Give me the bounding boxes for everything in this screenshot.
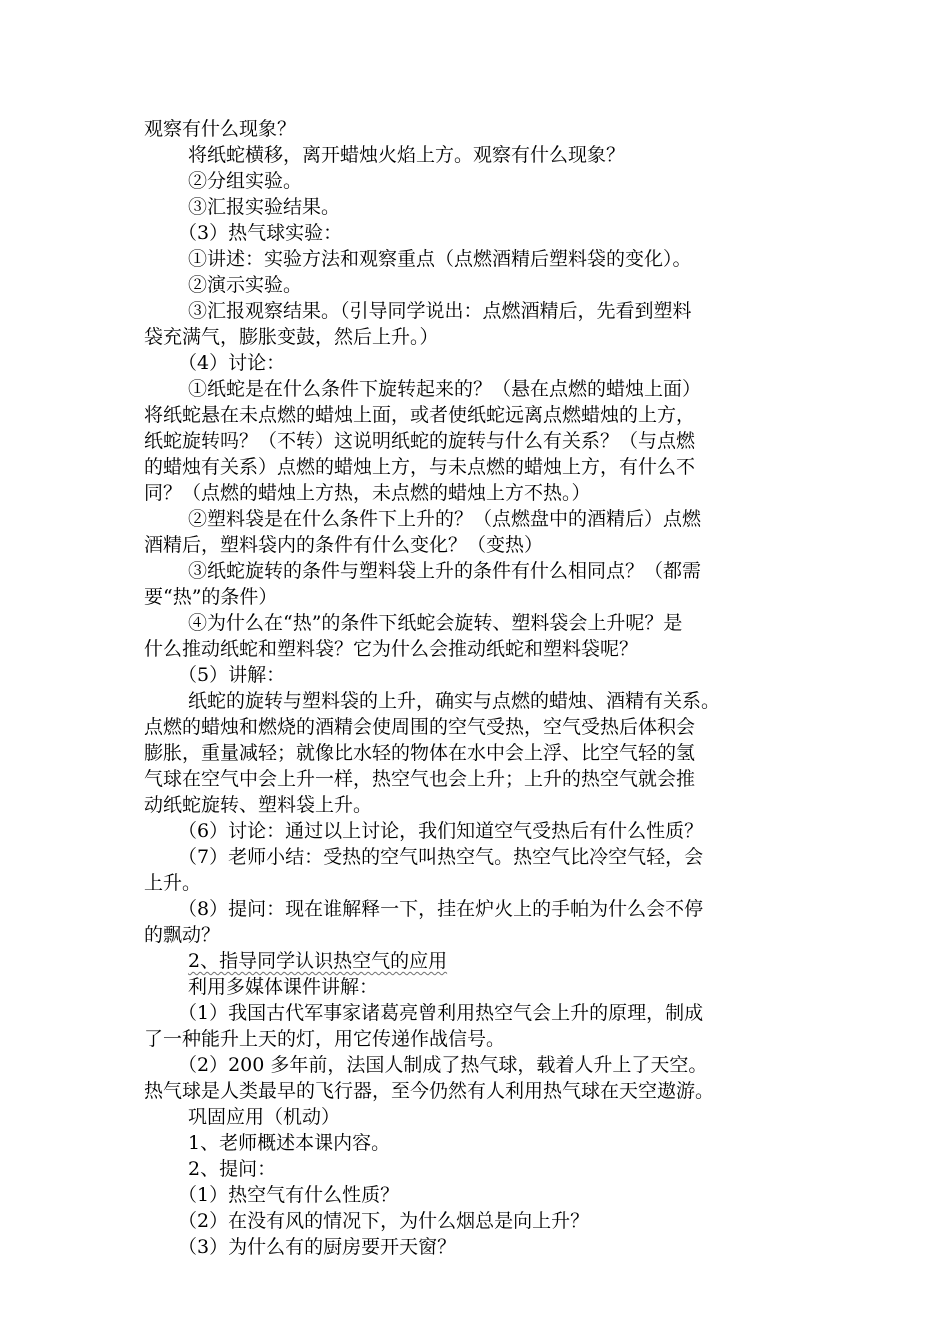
line-text: 将纸蛇横移，离开蜡烛火焰上方。观察有什么现象？ xyxy=(188,144,626,166)
line-text: （1）我国古代军事家诸葛亮曾利用热空气会上升的原理，制成 xyxy=(178,1002,704,1024)
line-text: 2、提问： xyxy=(188,1158,277,1180)
line-text: （8）提问：现在谁解释一下，挂在炉火上的手帕为什么会不停 xyxy=(178,898,704,920)
text-line xyxy=(144,610,820,636)
line-text: 酒精后，塑料袋内的条件有什么变化？（变热） xyxy=(144,534,544,556)
line-text: 将纸蛇悬在未点燃的蜡烛上面，或者使纸蛇远离点燃蜡烛的上方， xyxy=(144,404,696,426)
text-line xyxy=(144,168,820,194)
line-text: 巩固应用（机动） xyxy=(188,1106,341,1128)
text-line xyxy=(144,1052,820,1078)
text-line xyxy=(144,688,820,714)
line-text: 同？（点燃的蜡烛上方热，未点燃的蜡烛上方不热。） xyxy=(144,482,591,504)
text-line xyxy=(144,662,820,688)
line-text: 袋充满气，膨胀变鼓，然后上升。） xyxy=(144,326,439,348)
line-text: （7）老师小结：受热的空气叫热空气。热空气比冷空气轻，会 xyxy=(178,846,704,868)
text-line xyxy=(144,870,820,896)
text-line xyxy=(144,948,820,974)
text-line xyxy=(144,818,820,844)
text-line xyxy=(144,1104,820,1130)
line-text: （6）讨论：通过以上讨论，我们知道空气受热后有什么性质？ xyxy=(178,820,704,842)
text-line xyxy=(144,896,820,922)
text-line xyxy=(144,922,820,948)
line-text: ③汇报实验结果。 xyxy=(188,196,341,218)
line-text: ③汇报观察结果。（引导同学说出：点燃酒精后，先看到塑料 xyxy=(188,300,692,322)
line-text: 观察有什么现象？ xyxy=(144,118,297,140)
text-line xyxy=(144,428,820,454)
line-text: ③纸蛇旋转的条件与塑料袋上升的条件有什么相同点？（都需 xyxy=(188,560,702,582)
text-line xyxy=(144,272,820,298)
line-text: 上升。 xyxy=(144,872,202,894)
text-line xyxy=(144,506,820,532)
line-text: 利用多媒体课件讲解： xyxy=(188,976,379,998)
text-line xyxy=(144,766,820,792)
section-heading: 2、指导同学认识热空气的应用 xyxy=(188,950,448,972)
text-line xyxy=(144,1000,820,1026)
line-text: 纸蛇的旋转与塑料袋的上升，确实与点燃的蜡烛、酒精有关系。 xyxy=(188,690,721,712)
line-text: ②分组实验。 xyxy=(188,170,303,192)
text-line xyxy=(144,714,820,740)
line-text: 点燃的蜡烛和燃烧的酒精会使周围的空气受热，空气受热后体积会 xyxy=(144,716,696,738)
text-line xyxy=(144,740,820,766)
text-line xyxy=(144,532,820,558)
text-line xyxy=(144,142,820,168)
text-line xyxy=(144,376,820,402)
line-text: ①讲述：实验方法和观察重点（点燃酒精后塑料袋的变化）。 xyxy=(188,248,692,270)
text-line xyxy=(144,584,820,610)
text-line xyxy=(144,402,820,428)
line-text: 气球在空气中会上升一样，热空气也会上升；上升的热空气就会推 xyxy=(144,768,696,790)
text-line xyxy=(144,1234,820,1260)
text-line xyxy=(144,350,820,376)
text-line xyxy=(144,1026,820,1052)
text-line xyxy=(144,974,820,1000)
line-text: ④为什么在“热”的条件下纸蛇会旋转、塑料袋会上升呢？是 xyxy=(188,612,683,634)
line-text: （3）为什么有的厨房要开天窗？ xyxy=(178,1236,457,1258)
text-line xyxy=(144,480,820,506)
line-text: （4）讨论： xyxy=(178,352,286,374)
line-text: ②塑料袋是在什么条件下上升的？（点燃盘中的酒精后）点燃 xyxy=(188,508,702,530)
line-text: ①纸蛇是在什么条件下旋转起来的？（悬在点燃的蜡烛上面） xyxy=(188,378,702,400)
line-text: （2）200 多年前，法国人制成了热气球，载着人升上了天空。 xyxy=(178,1054,708,1076)
document-page xyxy=(144,116,820,1260)
text-line xyxy=(144,220,820,246)
line-text: 要“热”的条件） xyxy=(144,586,278,608)
line-text: 1、老师概述本课内容。 xyxy=(188,1132,391,1154)
text-line xyxy=(144,1182,820,1208)
text-line xyxy=(144,792,820,818)
line-text: 的蜡烛有关系）点燃的蜡烛上方，与未点燃的蜡烛上方，有什么不 xyxy=(144,456,696,478)
line-text: （2）在没有风的情况下，为什么烟总是向上升？ xyxy=(178,1210,590,1232)
text-line xyxy=(144,1208,820,1234)
line-text: 动纸蛇旋转、塑料袋上升。 xyxy=(144,794,373,816)
text-line xyxy=(144,558,820,584)
text-line xyxy=(144,636,820,662)
line-text: 纸蛇旋转吗？（不转）这说明纸蛇的旋转与什么有关系？（与点燃 xyxy=(144,430,696,452)
line-text: 什么推动纸蛇和塑料袋？它为什么会推动纸蛇和塑料袋呢？ xyxy=(144,638,639,660)
text-line xyxy=(144,454,820,480)
line-text: （1）热空气有什么性质？ xyxy=(178,1184,400,1206)
line-text: 的飘动？ xyxy=(144,924,221,946)
line-text: 了一种能升上天的灯，用它传递作战信号。 xyxy=(144,1028,506,1050)
text-line xyxy=(144,324,820,350)
text-line xyxy=(144,246,820,272)
text-line xyxy=(144,1078,820,1104)
line-text: （5）讲解： xyxy=(178,664,286,686)
line-text: ②演示实验。 xyxy=(188,274,303,296)
line-text: 热气球是人类最早的飞行器，至今仍然有人利用热气球在天空遨游。 xyxy=(144,1080,715,1102)
text-line xyxy=(144,194,820,220)
text-line xyxy=(144,298,820,324)
line-text: 膨胀，重量减轻；就像比水轻的物体在水中会上浮、比空气轻的氢 xyxy=(144,742,696,764)
text-line xyxy=(144,1130,820,1156)
text-line xyxy=(144,116,820,142)
text-line xyxy=(144,1156,820,1182)
line-text: （3）热气球实验： xyxy=(178,222,343,244)
text-line xyxy=(144,844,820,870)
